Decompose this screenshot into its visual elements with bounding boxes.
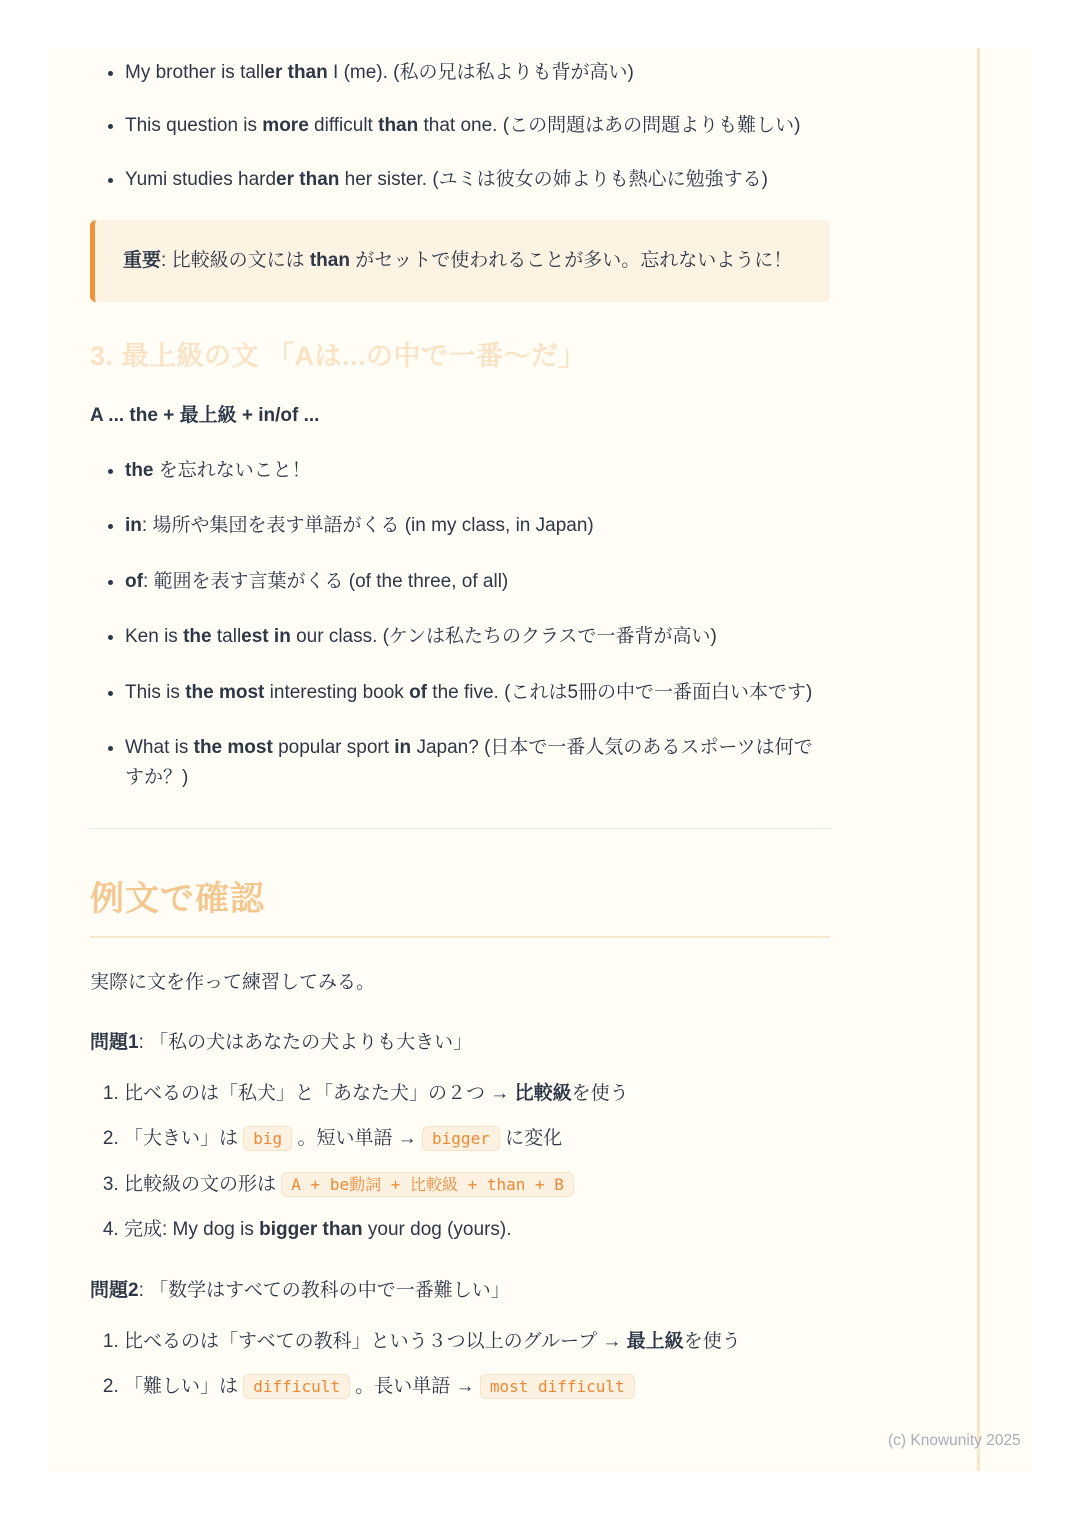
text-run: I (me). (私の兄は私よりも背が高い) [327,62,634,83]
text-run: を忘れないこと！ [153,460,311,481]
text-run: 比較級の文の形は [124,1173,282,1195]
text-run: tall [211,626,242,648]
bold-text: the [125,460,154,481]
bullet-item [125,111,830,140]
text-run: What is [125,737,194,759]
bold-text: est in [241,626,291,648]
text-run: : 「私の犬はあなたの犬よりも大きい」 [138,1031,473,1053]
problem1-title [90,1028,830,1057]
page-margin-line [977,48,980,1471]
bold-text: in [125,515,142,537]
text-run: Yumi studies hard [125,168,277,190]
important-callout [90,220,830,301]
text-run: 比べるのは「すべての教科」という３つ以上のグループ → [124,1330,627,1352]
superlative-section-heading: 3. 最上級の文 「Aは...の中で一番〜だ」 [90,340,587,371]
text-run: を使う [571,1082,629,1104]
step-item [124,1215,830,1245]
step-item [124,1079,830,1109]
bullet-item [125,622,830,651]
text-run: interesting book [264,681,410,703]
bold-text: than [378,115,419,137]
text-run: : 比較級の文には [161,250,310,272]
bold-text: bigger than [259,1219,363,1241]
bullet-item [125,165,830,194]
step-item [124,1327,830,1357]
bold-text: the most [193,737,273,759]
bold-text: 比較級 [514,1082,572,1104]
bold-text: 問題2 [90,1279,139,1301]
bold-text: 最上級 [626,1330,684,1352]
bold-text: er than [264,62,328,83]
text-run: : 「数学はすべての教科の中で一番難しい」 [138,1279,510,1301]
text-run: 「難しい」は [124,1376,244,1398]
text-run: 「大きい」は [124,1128,244,1150]
problem2-title [90,1276,830,1305]
bold-text: er than [276,168,340,190]
text-run: に変化 [499,1128,563,1150]
watermark: (c) Knowunity 2025 [888,1432,1021,1449]
text-run: 完成: My dog is [124,1219,260,1241]
text-run: を使う [683,1330,741,1352]
bullet-item [125,733,830,792]
text-run: the five. (これは5冊の中で一番面白い本です) [427,681,813,703]
bold-text: in [394,737,412,759]
text-run: her sister. (ユミは彼女の姉よりも熱心に勉強する) [339,168,768,190]
bold-text: of [125,570,143,592]
text-run: My brother is tall [125,62,265,83]
page-content [48,48,830,1403]
bold-text: of [409,681,428,703]
text-run: : 範囲を表す言葉がくる (of the three, of all) [142,570,509,592]
text-run: your dog (yours). [362,1219,512,1241]
text-run: : 場所や集団を表す単語がくる (in my class, in Japan) [141,515,594,537]
step-item [124,1124,830,1154]
text-run: 。短い単語 → [292,1128,423,1150]
bold-text: the most [185,681,265,703]
bold-text: the [183,626,212,648]
bold-text: A ... the + 最上級 + in/of ... [90,404,320,426]
text-run: 。長い単語 → [349,1376,480,1398]
code-chip: most difficult [480,1374,635,1399]
text-run: This is [125,681,186,703]
bold-text: than [309,250,350,272]
problem1-steps [90,1079,830,1246]
text-run: Japan? (日本で一番人気のあるスポーツは何ですか？) [125,737,813,788]
text-run: 比べるのは「私犬」と「あなた犬」の２つ → [124,1082,515,1104]
text-run: our class. (ケンは私たちのクラスで一番背が高い) [290,626,717,648]
code-chip: A + be動詞 + 比較級 + than + B [281,1172,574,1197]
step-item [124,1170,830,1200]
bold-text: 重要 [123,250,162,272]
text-run: popular sport [272,737,395,759]
text-run: がセットで使われることが多い。忘れないように！ [349,250,793,272]
document-page [48,48,1032,1471]
text-run: Ken is [125,626,184,648]
code-chip: bigger [422,1126,500,1151]
bullet-item [125,567,830,596]
bold-text: more [262,115,309,137]
step-item [124,1372,830,1402]
comparative-examples-list [90,58,830,194]
text-run: difficult [308,115,379,137]
text-run: that one. (この問題はあの問題よりも難しい) [418,115,801,137]
code-chip: big [243,1126,292,1151]
superlative-formula [90,401,830,430]
bullet-item [125,456,830,485]
bullet-item [125,678,830,707]
bullet-item [125,58,830,87]
problem2-steps [90,1327,830,1403]
section-divider [90,828,830,829]
text-run: This question is [125,115,263,137]
bold-text: 問題1 [90,1031,139,1053]
practice-intro: 実際に文を作って練習してみる。 [90,972,376,994]
practice-section-heading: 例文で確認 [90,871,830,938]
code-chip: difficult [243,1374,350,1399]
bullet-item [125,511,830,540]
superlative-points-list [90,456,830,792]
